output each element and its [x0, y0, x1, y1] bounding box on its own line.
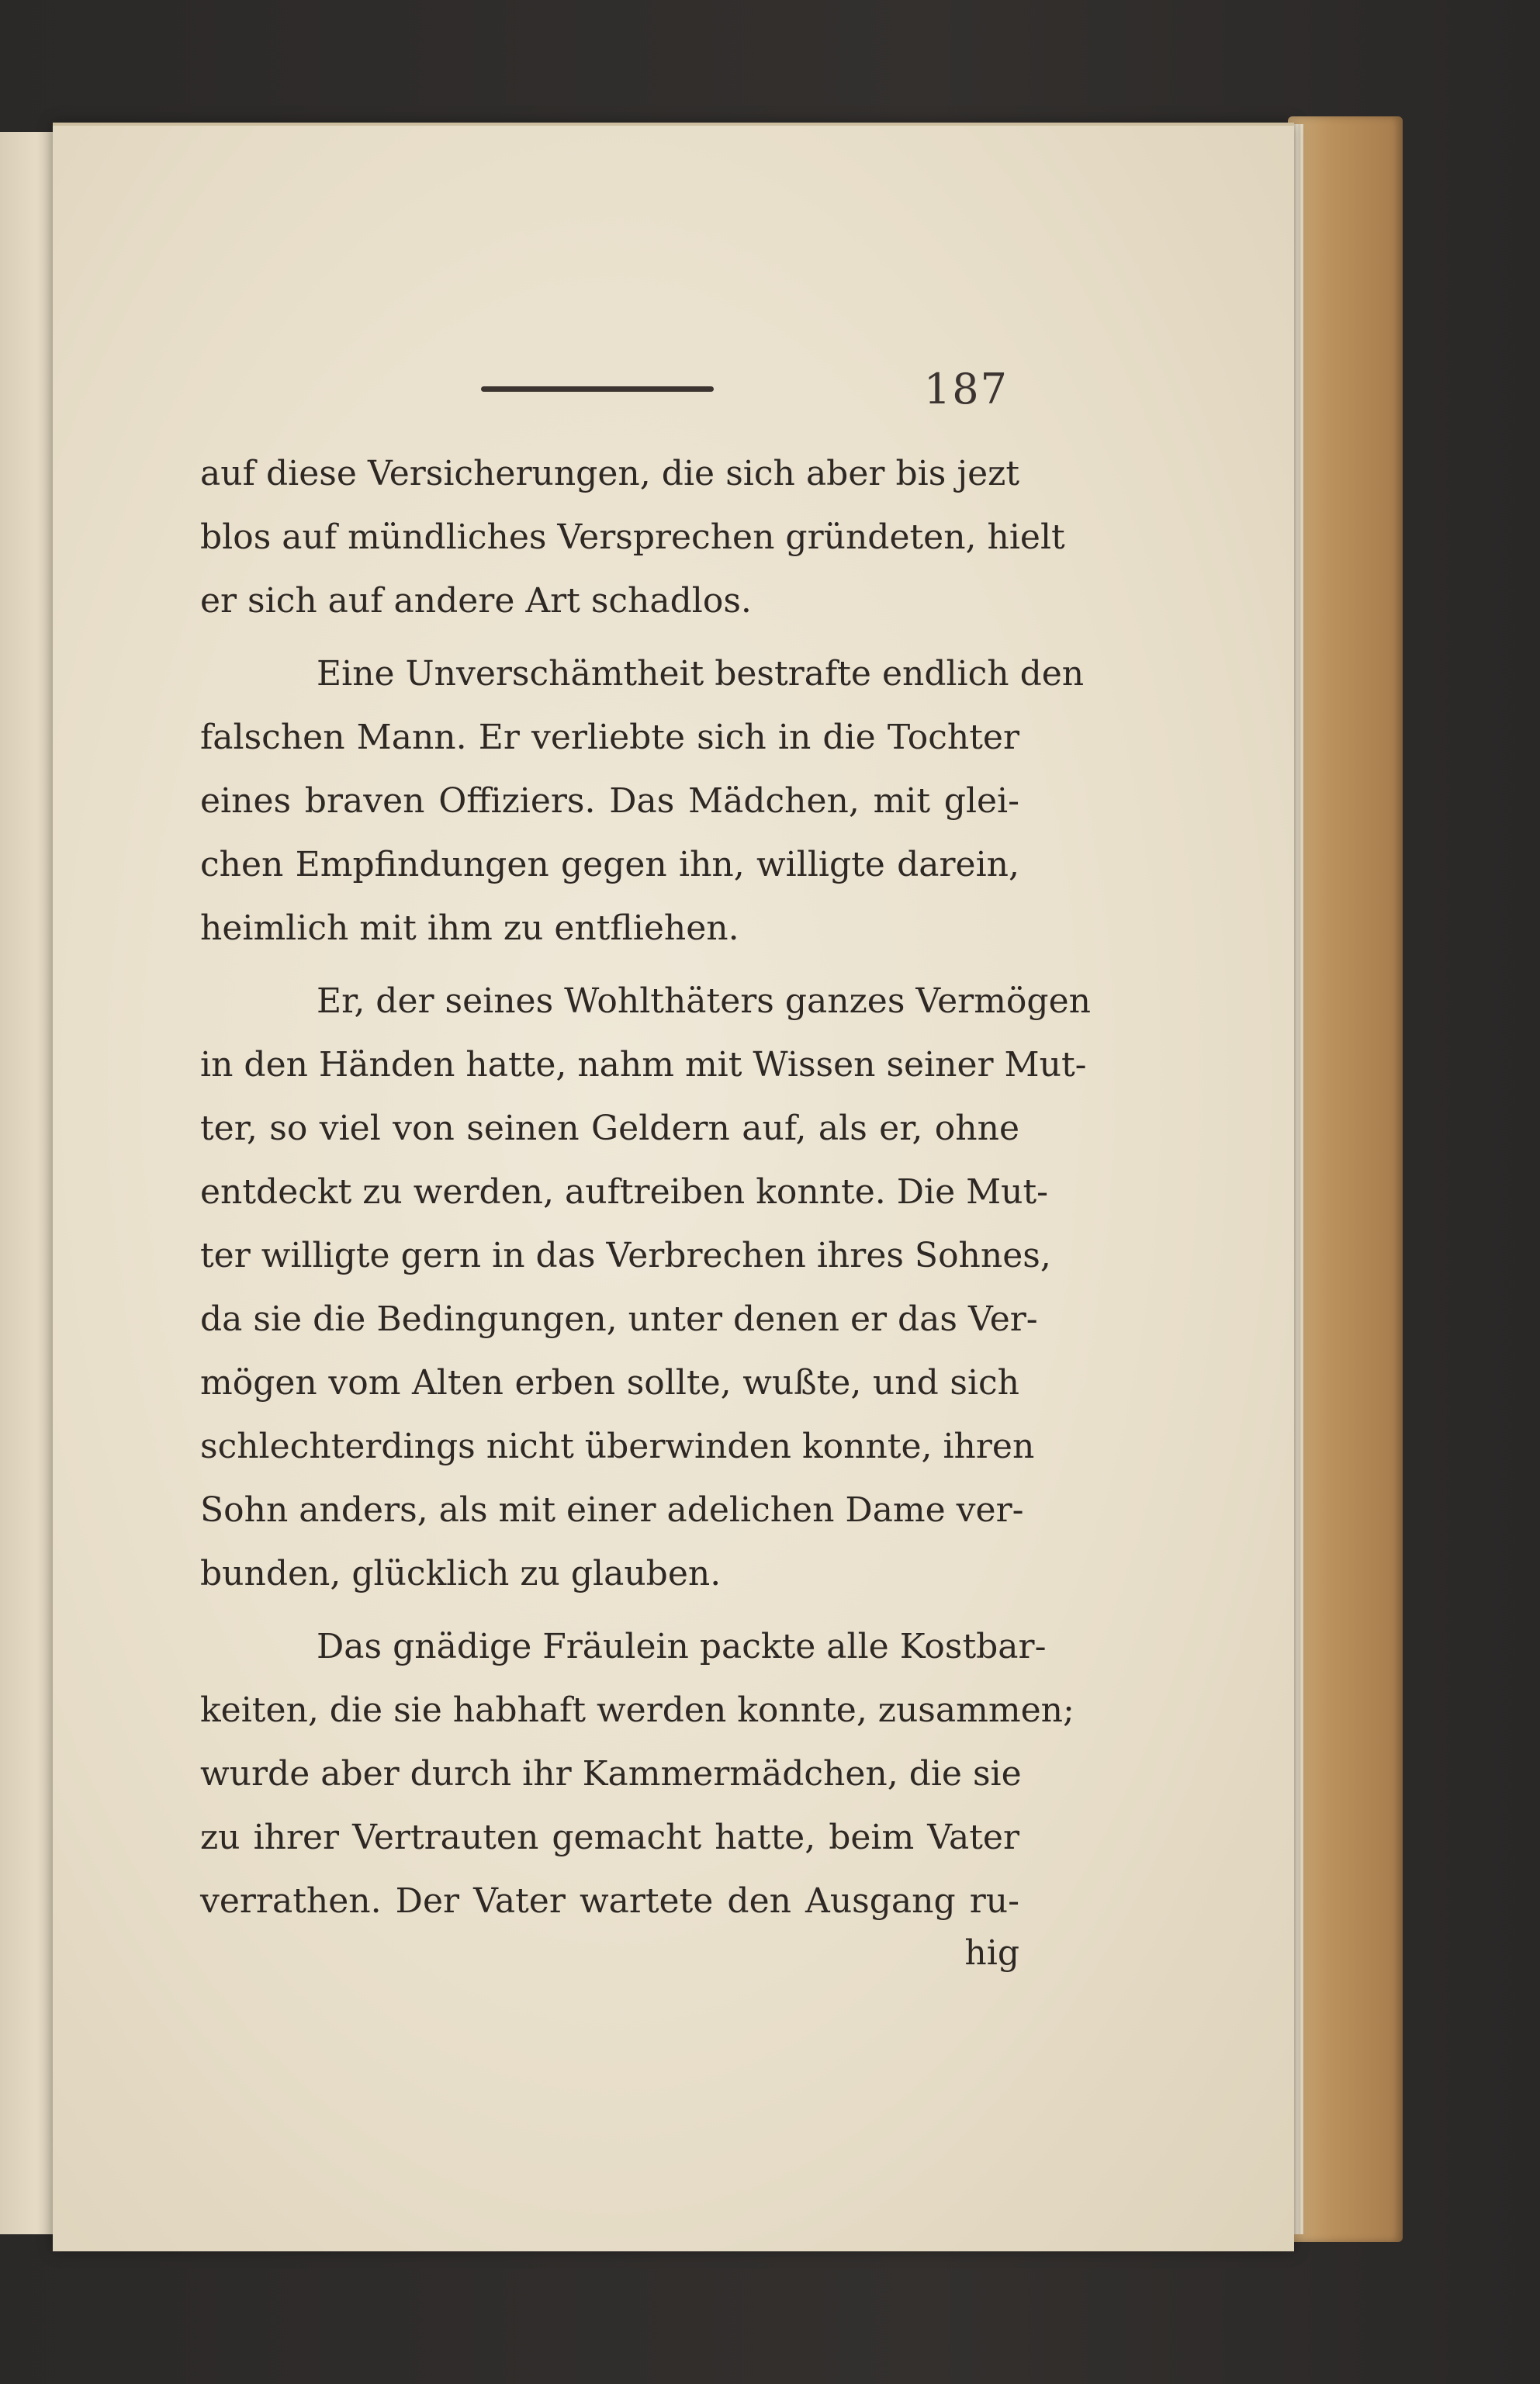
- paragraph: [200, 642, 1085, 960]
- text-line: heimlich mit ihm zu entfliehen.: [200, 908, 739, 948]
- text-line: falschen Mann. Er verliebte sich in die Tochter: [200, 718, 1019, 757]
- header-rule: [481, 386, 714, 392]
- text-line: keiten, die sie habhaft werden konnte, zusammen;: [200, 1690, 1075, 1730]
- text-line: mögen vom Alten erben sollte, wußte, und sich: [200, 1363, 1019, 1403]
- text-line: chen Empfindungen gegen ihn, willigte darein,: [200, 845, 1019, 884]
- text-line: Eine Unverschämtheit bestrafte endlich den: [317, 654, 1085, 694]
- text-line: er sich auf andere Art schadlos.: [200, 581, 752, 621]
- text-line: blos auf mündliches Versprechen gründeten, hielt: [200, 517, 1065, 557]
- text-line: bunden, glücklich zu glauben.: [200, 1554, 722, 1593]
- book-cover-edge: [1288, 116, 1403, 2242]
- text-line: Sohn anders, als mit einer adelichen Dame ver-: [200, 1490, 1024, 1530]
- page-number: 187: [923, 365, 1009, 413]
- text-line: in den Händen hatte, nahm mit Wissen seiner Mut-: [200, 1045, 1087, 1085]
- body-text: [200, 442, 1091, 1973]
- page-header: [481, 365, 1009, 411]
- text-line: zu ihrer Vertrauten gemacht hatte, beim Vater: [200, 1818, 1019, 1857]
- text-line: entdeckt zu werden, auftreiben konnte. Die Mut-: [200, 1172, 1049, 1212]
- catchword: hig: [964, 1933, 1019, 1973]
- text-line: ter willigte gern in das Verbrechen ihres Sohnes,: [200, 1236, 1051, 1275]
- text-line: eines braven Offiziers. Das Mädchen, mit glei-: [200, 781, 1019, 821]
- text-line: Das gnädige Fräulein packte alle Kostbar-: [317, 1627, 1047, 1666]
- paragraph: [200, 970, 1091, 1606]
- paragraph: [200, 1615, 1075, 1933]
- text-line: wurde aber durch ihr Kammermädchen, die sie: [200, 1754, 1022, 1794]
- text-line: schlechterdings nicht überwinden konnte, ihren: [200, 1427, 1035, 1466]
- text-line: auf diese Versicherungen, die sich aber bis jezt: [200, 454, 1019, 493]
- text-line: da sie die Bedingungen, unter denen er das Ver-: [200, 1299, 1038, 1339]
- text-line: verrathen. Der Vater wartete den Ausgang ru-: [200, 1881, 1019, 1921]
- text-line: Er, der seines Wohlthäters ganzes Vermögen: [317, 981, 1091, 1021]
- paragraph: [200, 442, 1065, 633]
- text-line: ter, so viel von seinen Geldern auf, als er, ohne: [200, 1109, 1019, 1148]
